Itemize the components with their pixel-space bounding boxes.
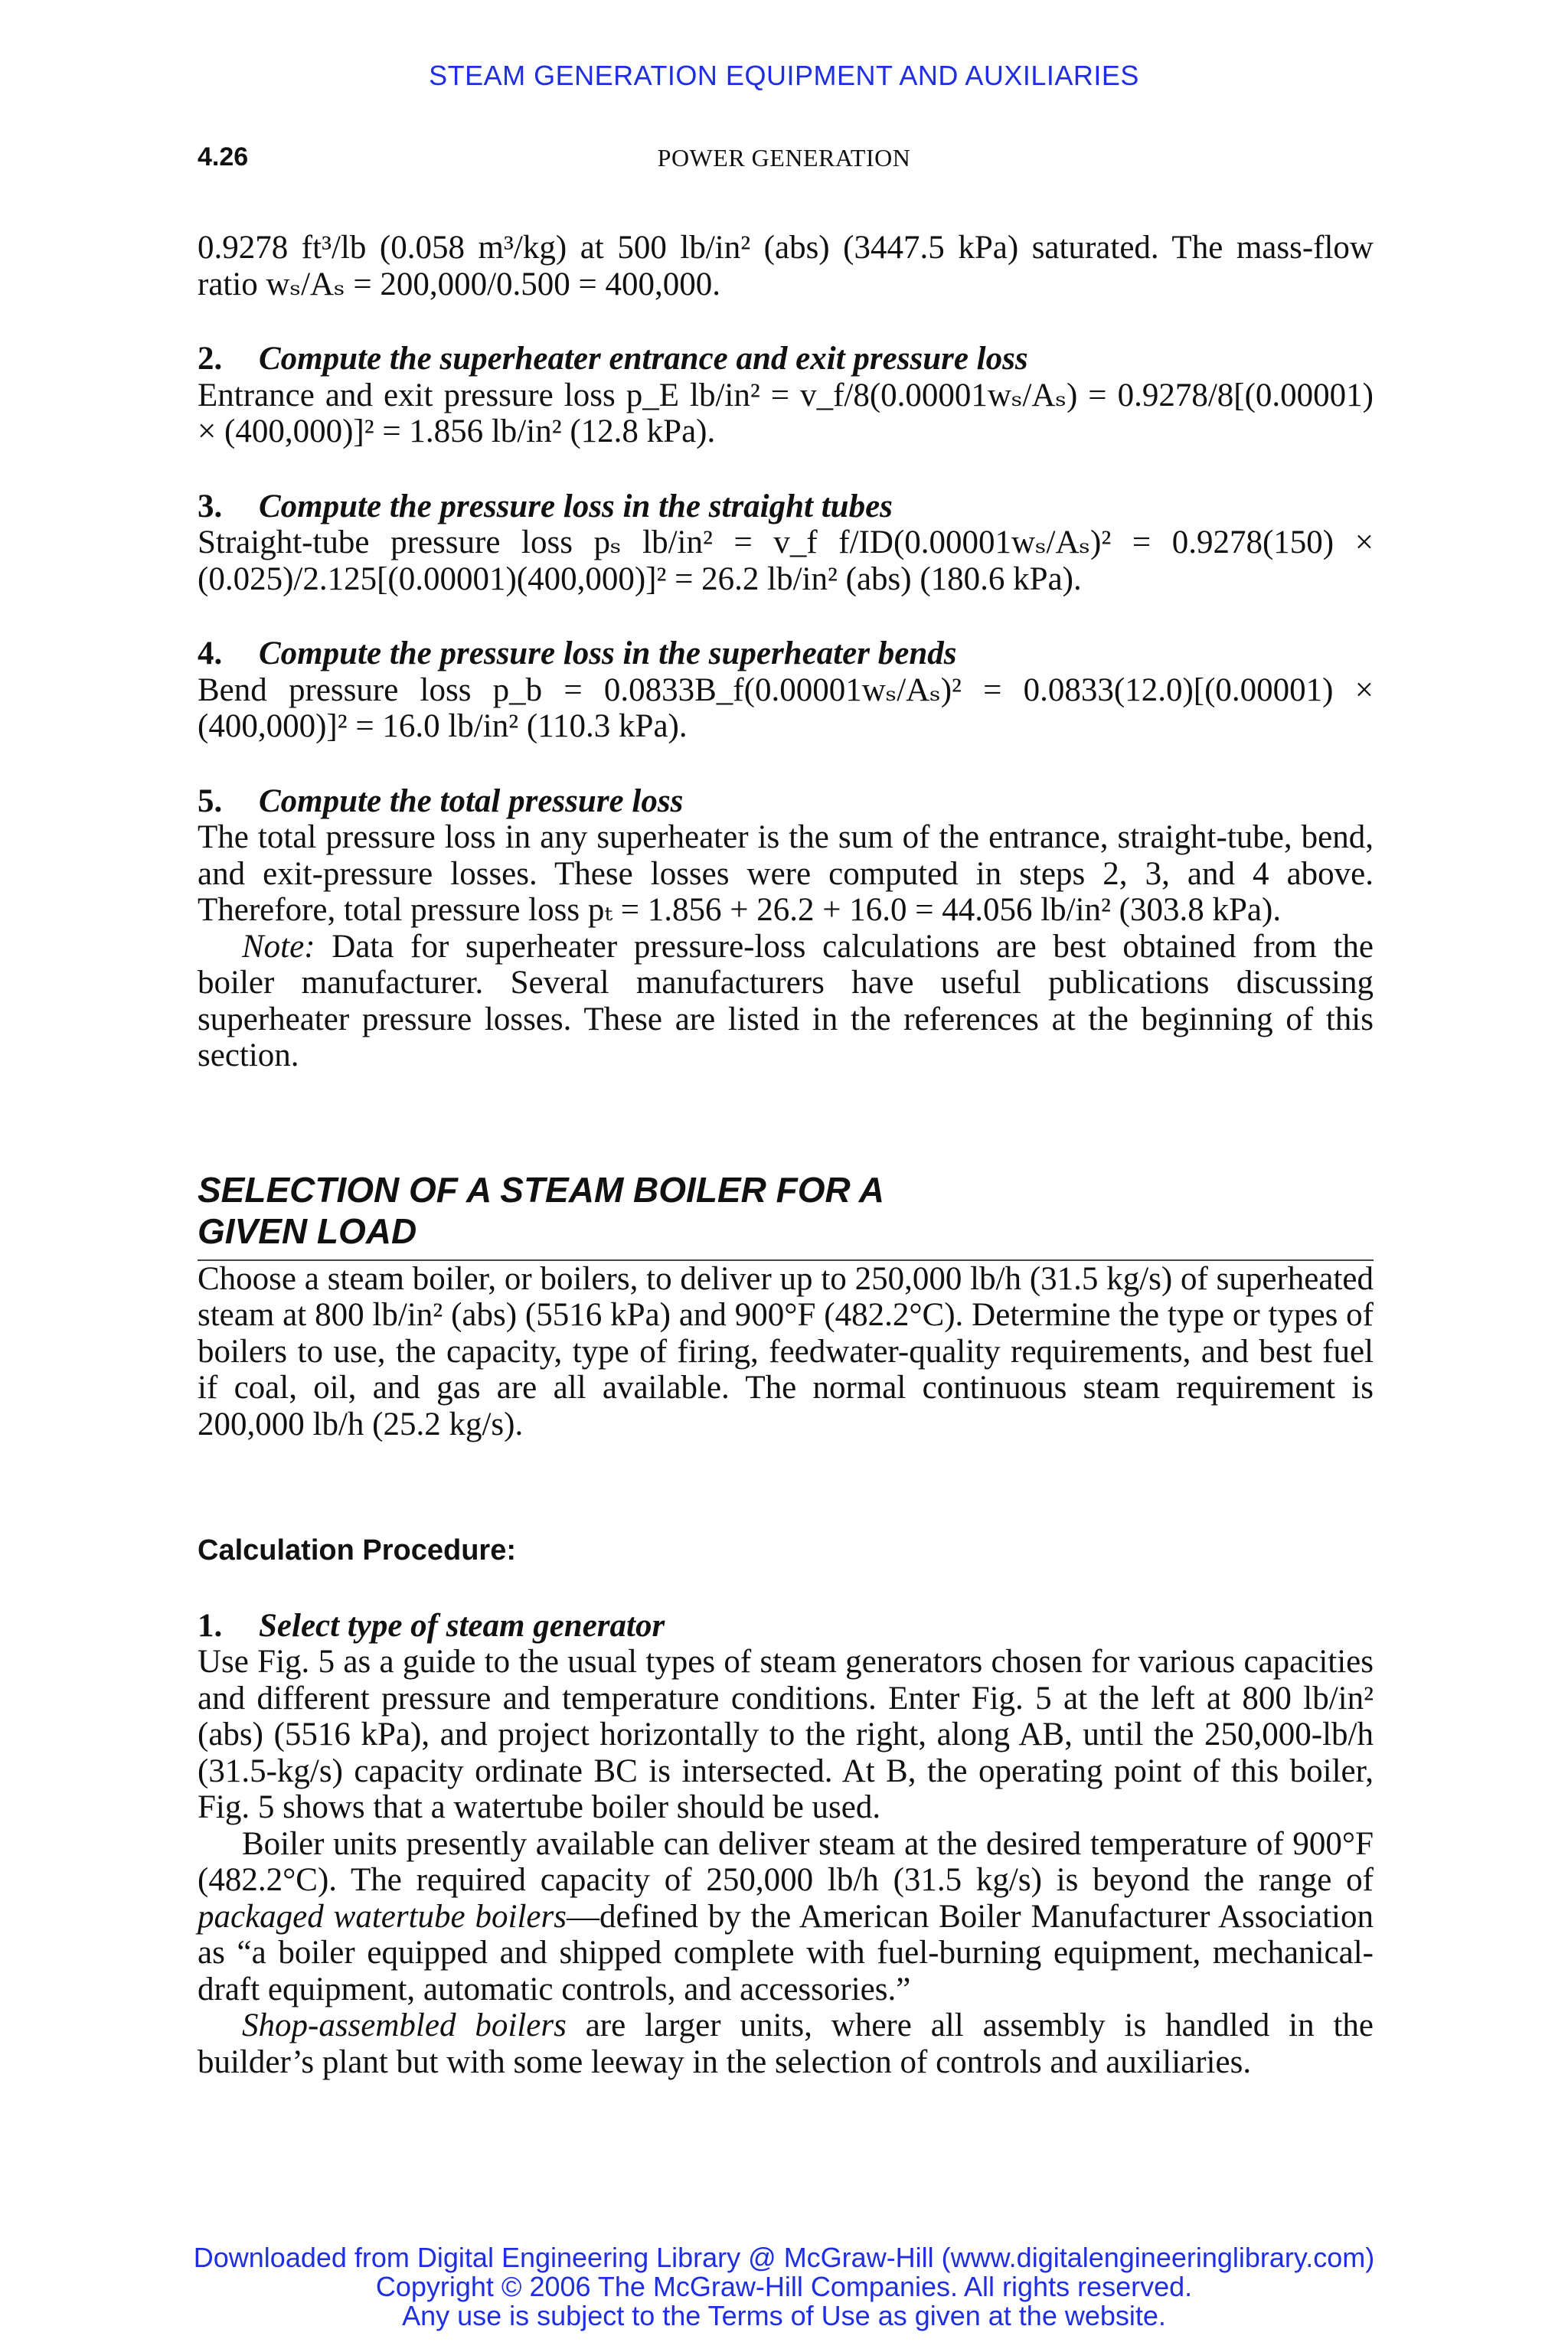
footer-terms-line: Any use is subject to the Terms of Use as given at the website. — [402, 2300, 1166, 2331]
step-title: Select type of steam generator — [259, 1607, 665, 1644]
step-text: The total pressure loss in any superheater is the sum of the entrance, straight-tube, bend, and exit-pressure losses. These losses were computed in steps 2, 3, and 4 above. Therefore, total pressure loss pₜ = 1.856 + 26.2 + 16.0 = 44.056 lb/in² (303.8 kPa). — [198, 819, 1374, 928]
step-heading — [198, 488, 1374, 525]
book-title: POWER GENERATION — [657, 144, 911, 172]
step-number: 1. — [198, 1607, 223, 1644]
step-text: Entrance and exit pressure loss p_E lb/in² = v_f/8(0.00001wₛ/Aₛ) = 0.9278/8[(0.00001) × (400,000)]² = 1.856 lb/in² (12.8 kPa). — [198, 377, 1374, 449]
page-body — [198, 230, 1374, 2080]
section-title-line-1: SELECTION OF A STEAM BOILER FOR A — [198, 1169, 884, 1210]
page-number: 4.26 — [198, 142, 249, 172]
text-run: —defined by the American Boiler Manufacturer Association as “a boiler equipped and shipped complete with fuel-burning equipment, mechanical-draft equipment, automatic controls, and accessories.” — [198, 1898, 1374, 2007]
footer-copyright-line: Copyright © 2006 The McGraw-Hill Companies. All rights reserved. — [375, 2271, 1193, 2302]
step-title: Compute the pressure loss in the straight tubes — [259, 488, 893, 524]
section-title — [198, 1169, 1374, 1261]
step-1 — [198, 1608, 1374, 2081]
running-head: STEAM GENERATION EQUIPMENT AND AUXILIARIES — [429, 60, 1139, 91]
paragraph-boiler-units — [198, 1826, 1374, 2008]
step-title: Compute the total pressure loss — [259, 782, 684, 819]
text-run: are larger units, where all assembly is handled in the builder’s plant but with some leeway in the selection of controls and auxiliaries. — [198, 2007, 1374, 2080]
step-2 — [198, 341, 1374, 450]
step-number: 4. — [198, 635, 223, 671]
emphasis: packaged watertube boilers — [198, 1898, 567, 1935]
step-4 — [198, 635, 1374, 745]
calculation-procedure-heading: Calculation Procedure: — [198, 1534, 516, 1566]
note-label: Note: — [242, 928, 315, 965]
intro-paragraph: 0.9278 ft³/lb (0.058 m³/kg) at 500 lb/in² (abs) (3447.5 kPa) saturated. The mass-flow ratio wₛ/Aₛ = 200,000/0.500 = 400,000. — [198, 230, 1374, 302]
step-number: 3. — [198, 488, 223, 524]
step-heading — [198, 635, 1374, 672]
emphasis: Shop-assembled boilers — [242, 2007, 567, 2043]
step-heading — [198, 1608, 1374, 1645]
section-title-line-2: GIVEN LOAD — [198, 1210, 417, 1251]
footer — [0, 2243, 1568, 2331]
step-3 — [198, 488, 1374, 598]
footer-download-line: Downloaded from Digital Engineering Library @ McGraw-Hill (www.digitalengineeringlibrary.com) — [193, 2242, 1375, 2273]
step-text: Straight-tube pressure loss pₛ lb/in² = v_f f/ID(0.00001wₛ/Aₛ)² = 0.9278(150) × (0.025)/2.125[(0.00001)(400,000)]² = 26.2 lb/in² (abs) (180.6 kPa). — [198, 524, 1374, 597]
step-text: Bend pressure loss p_b = 0.0833B_f(0.00001wₛ/Aₛ)² = 0.0833(12.0)[(0.00001) × (400,000)]² = 16.0 lb/in² (110.3 kPa). — [198, 671, 1374, 744]
step-title: Compute the pressure loss in the superheater bends — [259, 635, 957, 671]
note-text: Data for superheater pressure-loss calculations are best obtained from the boiler manufacturer. Several manufacturers have useful publications discussing superheater pressure losses. These are listed in the references at the beginning of this section. — [198, 928, 1374, 1073]
step-title: Compute the superheater entrance and exit pressure loss — [259, 341, 1028, 377]
step-number: 2. — [198, 341, 223, 377]
problem-statement: Choose a steam boiler, or boilers, to deliver up to 250,000 lb/h (31.5 kg/s) of superheated steam at 800 lb/in² (abs) (5516 kPa) and 900°F (482.2°C). Determine the type or types of boilers to use, the capacity, type of firing, feedwater-quality requirements, and best fuel if coal, oil, and gas are all available. The normal continuous steam requirement is 200,000 lb/h (25.2 kg/s). — [198, 1260, 1374, 1442]
paragraph-shop-assembled — [198, 2007, 1374, 2080]
step-text: Use Fig. 5 as a guide to the usual types of steam generators chosen for various capacities and different pressure and temperature conditions. Enter Fig. 5 at the left at 800 lb/in² (abs) (5516 kPa), and project horizontally to the right, along AB, until the 250,000-lb/h (31.5-kg/s) capacity ordinate BC is intersected. At B, the operating point of this boiler, Fig. 5 shows that a watertube boiler should be used. — [198, 1644, 1374, 1825]
text-run: Boiler units presently available can deliver steam at the desired temperature of 900°F (482.2°C). The required capacity of 250,000 lb/h (31.5 kg/s) is beyond the range of — [198, 1825, 1374, 1898]
note-paragraph — [198, 929, 1374, 1074]
step-heading — [198, 341, 1374, 377]
step-5 — [198, 783, 1374, 1074]
step-number: 5. — [198, 782, 223, 819]
step-heading — [198, 783, 1374, 820]
